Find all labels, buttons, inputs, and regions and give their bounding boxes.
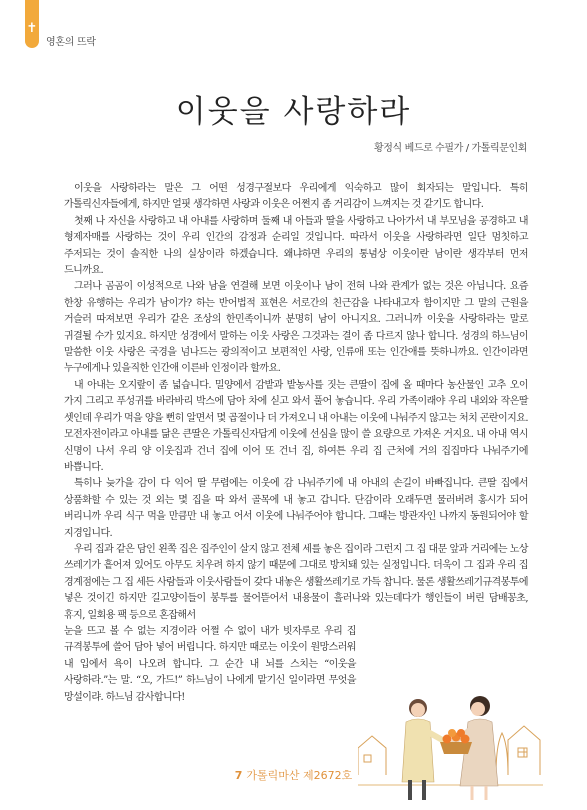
page-footer — [0, 767, 587, 783]
paragraph: 이웃을 사랑하라는 말은 그 어떤 성경구절보다 우리에게 익숙하고 많이 회자되는 말입니다. 특히 가톨릭신자들에게, 하지만 얼핏 생각하면 사랑과 이웃은 어쩐지 좀 거리감이 느껴지는 것 같기도 합니다. — [64, 183, 528, 211]
article-title: 이웃을 사랑하라 — [175, 93, 412, 130]
page-number: 7 — [234, 769, 243, 782]
publication-name: 가톨릭마산 제2672호 — [246, 769, 353, 782]
paragraph: 우리 집과 같은 담인 왼쪽 집은 집주인이 살지 않고 전체 세를 놓은 집이라 그런지 그 집 대문 앞과 거리에는 노상 쓰레기가 흩어져 있어도 아무도 치우려 하지 않기 때문에 그대로 방치돼 있는 실정입니다. 더욱이 그 집과 우리 집 경계점에는 그 집 세든 사람들과 이웃사람들이 갖다 내놓은 생활쓰레기로 가득 찹니다. 물론 생활쓰레기규격봉투에 넣은 것이긴 하지만 길고양이들이 봉투를 물어뜯어서 내용물이 흘러나와 있는데다가 행인들이 버린 담배꽁초, 휴지, 일회용 팩 등으로 혼잡해서 — [64, 543, 528, 621]
neighbors-sharing-illustration — [358, 660, 543, 810]
paragraph: 첫째 나 자신을 사랑하고 내 아내를 사랑하며 둘째 내 아들과 딸을 사랑하고 나아가서 내 부모님을 공경하고 내 형제자매를 사랑하는 것이 우리 인간의 감정과 순리일 것입니다. 따라서 이웃을 사랑하라면 일단 멈칫하고 주저되는 것이 솔직한 나의 실상이라 하겠습니다. 왜냐하면 우리의 통념상 이웃이란 남이란 생각부터 먼저 드니까요. — [64, 215, 528, 277]
section-label: 영혼의 뜨락 — [46, 37, 96, 48]
paragraph: 그러나 곰곰이 이성적으로 나와 남을 연결해 보면 이웃이나 남이 전혀 나와 관계가 없는 것은 아닙니다. 요즘 한창 유행하는 우리가 남이가? 하는 반어법적 표현은 서로간의 친근감을 나타내고자 함이지만 그 말의 근원을 거슬러 따져보면 우리가 같은 조상의 한민족이니까 분명히 남이 아니지요. 그러니까 이웃을 사랑하라는 말로 귀결될 수가 있지요. 하지만 성경에서 말하는 이웃 사랑은 그것과는 결이 좀 다르지 않나 합니다. 성경의 하느님이 말씀한 이웃 사랑은 국경을 넘나드는 광의적이고 보편적인 사랑, 인류애 또는 인간애를 뜻하니까요. 인간이라면 누구에게나 있을직한 인간애 이른바 인정이라 할까요. — [64, 281, 528, 375]
article-body — [64, 181, 528, 706]
article-author: 황정식 베드로 수필가 / 가톨릭문인회 — [374, 143, 527, 154]
paragraph-last: 눈을 뜨고 볼 수 없는 지경이라 어쩔 수 없이 내가 빗자루로 우리 집 규격봉투에 쓸어 담아 넣어 버립니다. 하지만 때로는 이웃이 원망스러워 내 입에서 욕이 나오려 합니다. 그 순간 내 뇌를 스치는 “이웃을 사랑하라.”는 말. “오, 가드!” 하느님이 나에게 맡기신 일이라면 무엇을 망설이랴. 하느님 감사합니다! — [64, 625, 356, 703]
cross-icon: ✝ — [26, 21, 38, 36]
paragraph: 내 아내는 오지랖이 좀 넓습니다. 밀양에서 감밭과 밭농사를 짓는 큰딸이 집에 올 때마다 농산물인 고추 오이 가지 그리고 푸성귀를 바라바리 박스에 담아 차에 싣고 와서 풀어 놓습니다. 우리 가족이래야 우리 내외와 작은딸 셋인데 우리가 먹을 양을 뻔히 알면서 몇 곱절이나 더 가져오니 내 아내는 이웃에 나눠주지 않고는 처치 곤란이지요. 모전자전이라고 아내를 닮은 큰딸은 가톨릭신자답게 이웃에 선심을 많이 쓸 요량으로 가져온 거지요. 내 아내 역시 신명이 나서 우리 양 이웃집과 건너 집에 이어 또 건너 집, 하여튼 우리 집 근처에 거의 집집마다 나눠주기에 바쁩니다. — [64, 379, 528, 473]
section-tab — [25, 0, 39, 48]
paragraph: 특히나 늦가을 감이 다 익어 딸 무렵에는 이웃에 감 나눠주기에 내 아내의 손길이 바빠집니다. 큰딸 집에서 상품화할 수 있는 것 외는 몇 집을 따 와서 골목에 내 놓고 갑니다. 단감이라 오래두면 물러버려 홍시가 되어 버리니까 우리 식구 먹을 만큼만 내 놓고 어서 이웃에 나눠주어야 합니다. 그때는 방관자인 나까지 동원되어야 할 지경입니다. — [64, 478, 528, 539]
